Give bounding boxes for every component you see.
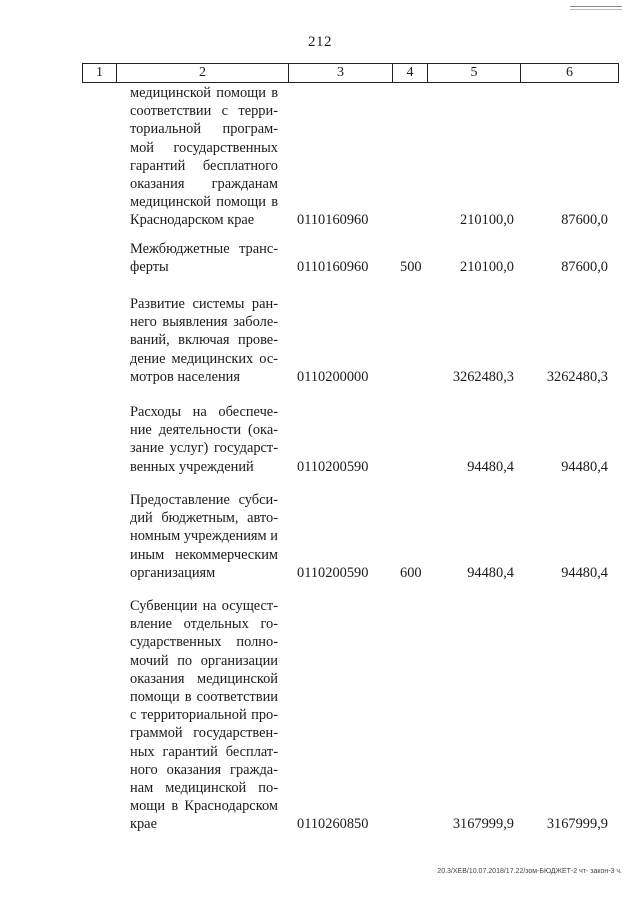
row-expense-type-cell: 600 <box>400 564 422 581</box>
row-code-cell: 0110200590 <box>297 564 369 581</box>
description-line: иным некоммерческим <box>130 546 278 563</box>
description-line: ваний, включая прове- <box>130 332 278 349</box>
description-line: помощи в соответствии <box>130 689 278 706</box>
row-code-cell: 0110260850 <box>297 816 369 833</box>
description-line: Расходы на обеспече- <box>130 404 278 420</box>
description-line: Предоставление субси- <box>130 492 278 508</box>
header-col-2: 2 <box>117 64 289 82</box>
description-line: Субвенции на осущест- <box>130 598 278 614</box>
header-col-5: 5 <box>428 64 521 82</box>
description-line: мотров населения <box>130 368 240 385</box>
description-line: медицинской помощи в <box>130 194 278 211</box>
row-description <box>130 403 278 476</box>
row-description <box>130 240 278 276</box>
row-code-cell: 0110200590 <box>297 458 369 475</box>
header-col-3: 3 <box>289 64 393 82</box>
row-amount-col6: 87600,0 <box>561 212 608 229</box>
corner-scan-mark <box>570 6 622 10</box>
row-amount-col6: 3167999,9 <box>546 816 608 833</box>
row-amount-col5: 3262480,3 <box>452 368 514 385</box>
description-line: него выявления заболе- <box>130 314 278 331</box>
row-amount-col5: 94480,4 <box>467 458 514 475</box>
description-line: мой государственных <box>130 139 278 156</box>
row-description <box>130 295 278 386</box>
row-amount-col5: 210100,0 <box>460 259 514 276</box>
description-line: мочий по организации <box>130 652 278 669</box>
row-amount-col6: 3262480,3 <box>546 368 608 385</box>
row-description <box>130 84 278 230</box>
description-line: дение медицинских ос- <box>130 350 278 367</box>
row-amount-col6: 94480,4 <box>561 564 608 581</box>
description-line: номным учреждениям и <box>130 528 278 545</box>
row-description <box>130 491 278 582</box>
description-line: оказания медицинской <box>130 670 278 687</box>
description-line: мощи в Краснодарском <box>130 798 278 815</box>
row-amount-col6: 87600,0 <box>561 259 608 276</box>
row-amount-col5: 3167999,9 <box>452 816 514 833</box>
description-line: ферты <box>130 259 169 276</box>
description-line: медицинской помощи в <box>130 85 278 101</box>
page-number: 212 <box>308 34 332 50</box>
description-line: крае <box>130 816 157 833</box>
row-amount-col5: 210100,0 <box>460 212 514 229</box>
row-code-cell: 0110160960 <box>297 212 369 229</box>
row-amount-col6: 94480,4 <box>561 458 608 475</box>
description-line: оказания гражданам <box>130 176 278 193</box>
description-line: граммой государствен- <box>130 725 278 742</box>
description-line: сударственных полно- <box>130 634 278 651</box>
row-description <box>130 597 278 834</box>
description-line: ториальной програм- <box>130 121 278 138</box>
header-col-6: 6 <box>521 64 619 82</box>
row-code-cell: 0110160960 <box>297 259 369 276</box>
description-line: Развитие системы ран- <box>130 296 278 312</box>
description-line: с территориальной про- <box>130 707 278 724</box>
description-line: нам медицинской по- <box>130 780 278 797</box>
description-line: ние деятельности (ока- <box>130 422 278 439</box>
description-line: вление отдельных го- <box>130 616 278 633</box>
description-line: венных учреждений <box>130 458 254 475</box>
description-line: ного оказания гражда- <box>130 761 278 778</box>
footer-file-stamp: 20.3/ХЕВ/10.07.2018/17.22/зом-БЮДЖЕТ-2 чт- закон-3 ч. <box>437 868 622 875</box>
header-col-1: 1 <box>83 64 117 82</box>
description-line: ных гарантий бесплат- <box>130 743 278 760</box>
header-col-4: 4 <box>393 64 428 82</box>
row-expense-type-cell: 500 <box>400 259 422 276</box>
table-header-row <box>82 63 619 83</box>
description-line: Краснодарском крае <box>130 212 255 229</box>
description-line: соответствии с терри- <box>130 103 278 120</box>
description-line: организациям <box>130 564 216 581</box>
row-code-cell: 0110200000 <box>297 368 369 385</box>
row-amount-col5: 94480,4 <box>467 564 514 581</box>
description-line: дий бюджетным, авто- <box>130 510 278 527</box>
description-line: гарантий бесплатного <box>130 157 278 174</box>
description-line: Межбюджетные транс- <box>130 241 278 257</box>
description-line: зание услуг) государст- <box>130 440 278 457</box>
